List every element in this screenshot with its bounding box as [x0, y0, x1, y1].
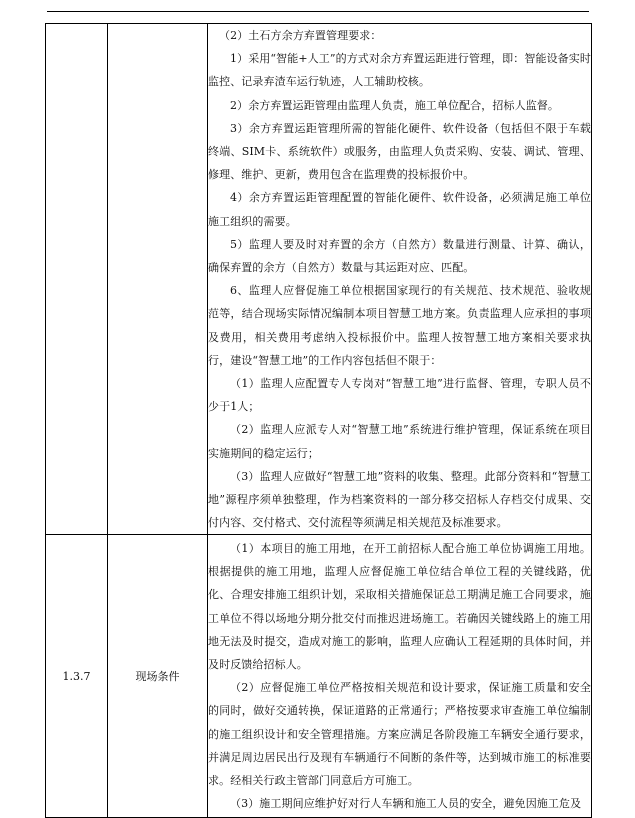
clause-content-cell — [208, 24, 592, 535]
paragraph: （2）监理人应派专人对“智慧工地”系统进行维护管理，保证系统在项目实施期间的稳定运行； — [208, 423, 591, 460]
paragraph: 1）采用“智能+人工”的方式对余方弃置运距进行管理，即：智能设备实时监控、记录弃渣车运行轨迹，人工辅助校核。 — [208, 52, 591, 89]
clause-name-cell: 现场条件 — [108, 535, 208, 818]
clause-name-cell — [108, 24, 208, 535]
table-row — [46, 535, 592, 818]
paragraph: （1）本项目的施工用地，在开工前招标人配合施工单位协调施工用地。根据提供的施工用地，监理人应督促施工单位结合单位工程的关键线路，优化、合理安排施工组织计划，采取相关措施保证总工期满足施工合同要求，施工单位不得以场地分期分批交付而推迟进场施工。若确因关键线路上的施工用地无法及时提交，造成对施工的影响，监理人应确认工程延期的具体时间，并及时反馈给招标人。 — [208, 541, 591, 671]
paragraph: （1）监理人应配置专人专岗对“智慧工地”进行监督、管理，专职人员不少于1人； — [208, 377, 591, 414]
clause-content-cell — [208, 535, 592, 818]
paragraph: 6、监理人应督促施工单位根据国家现行的有关规范、技术规范、验收规范等，结合现场实际情况编制本项目智慧工地方案。负责监理人应承担的事项及费用，相关费用考虑纳入投标报价中。监理人按智慧工地方案相关要求执行，建设“智慧工地”的工作内容包括但不限于： — [208, 284, 591, 367]
paragraph: 2）余方弃置运距管理由监理人负责，施工单位配合，招标人监督。 — [230, 98, 559, 112]
clause-content — [208, 537, 591, 816]
paragraph: （3）监理人应做好“智慧工地”资料的收集、整理。此部分资料和“智慧工地”源程序须单独整理，作为档案资料的一部分移交招标人存档交付成果、交付内容、交付格式、交付流程等须满足相关规范及标准要求。 — [208, 469, 591, 530]
paragraph: （2）土石方余方弃置管理要求： — [219, 29, 382, 42]
paragraph: 3）余方弃置运距管理所需的智能化硬件、软件设备（包括但不限于车载终端、SIM卡、系统软件）或服务，由监理人负责采购、安装、调试、管理、修理、维护、更新，费用包含在监理费的投标报价中。 — [208, 121, 591, 182]
clause-number-cell: 1.3.7 — [46, 535, 108, 818]
table-row — [46, 24, 592, 535]
spec-table — [45, 23, 592, 818]
clause-number-cell — [46, 24, 108, 535]
paragraph: 5）监理人要及时对弃置的余方（自然方）数量进行测量、计算、确认，确保弃置的余方（自然方）数量与其运距对应、匹配。 — [208, 237, 591, 275]
header-rule — [47, 11, 589, 12]
clause-content — [208, 24, 591, 534]
paragraph: （2）应督促施工单位严格按相关规范和设计要求，保证施工质量和安全的同时，做好交通转换，保证道路的正常通行；严格按要求审查施工单位编制的施工组织设计和安全管理措施。方案应满足各阶段施工车辆安全通行要求，并满足周边居民出行及现有车辆通行不间断的条件等，达到城市施工的标准要求。经相关行政主管部门同意后方可施工。 — [208, 681, 591, 787]
paragraph: 4）余方弃置运距管理配置的智能化硬件、软件设备，必须满足施工单位施工组织的需要。 — [208, 191, 591, 228]
paragraph: （3）施工期间应维护好对行人车辆和施工人员的安全，避免因施工危及 — [230, 797, 582, 811]
